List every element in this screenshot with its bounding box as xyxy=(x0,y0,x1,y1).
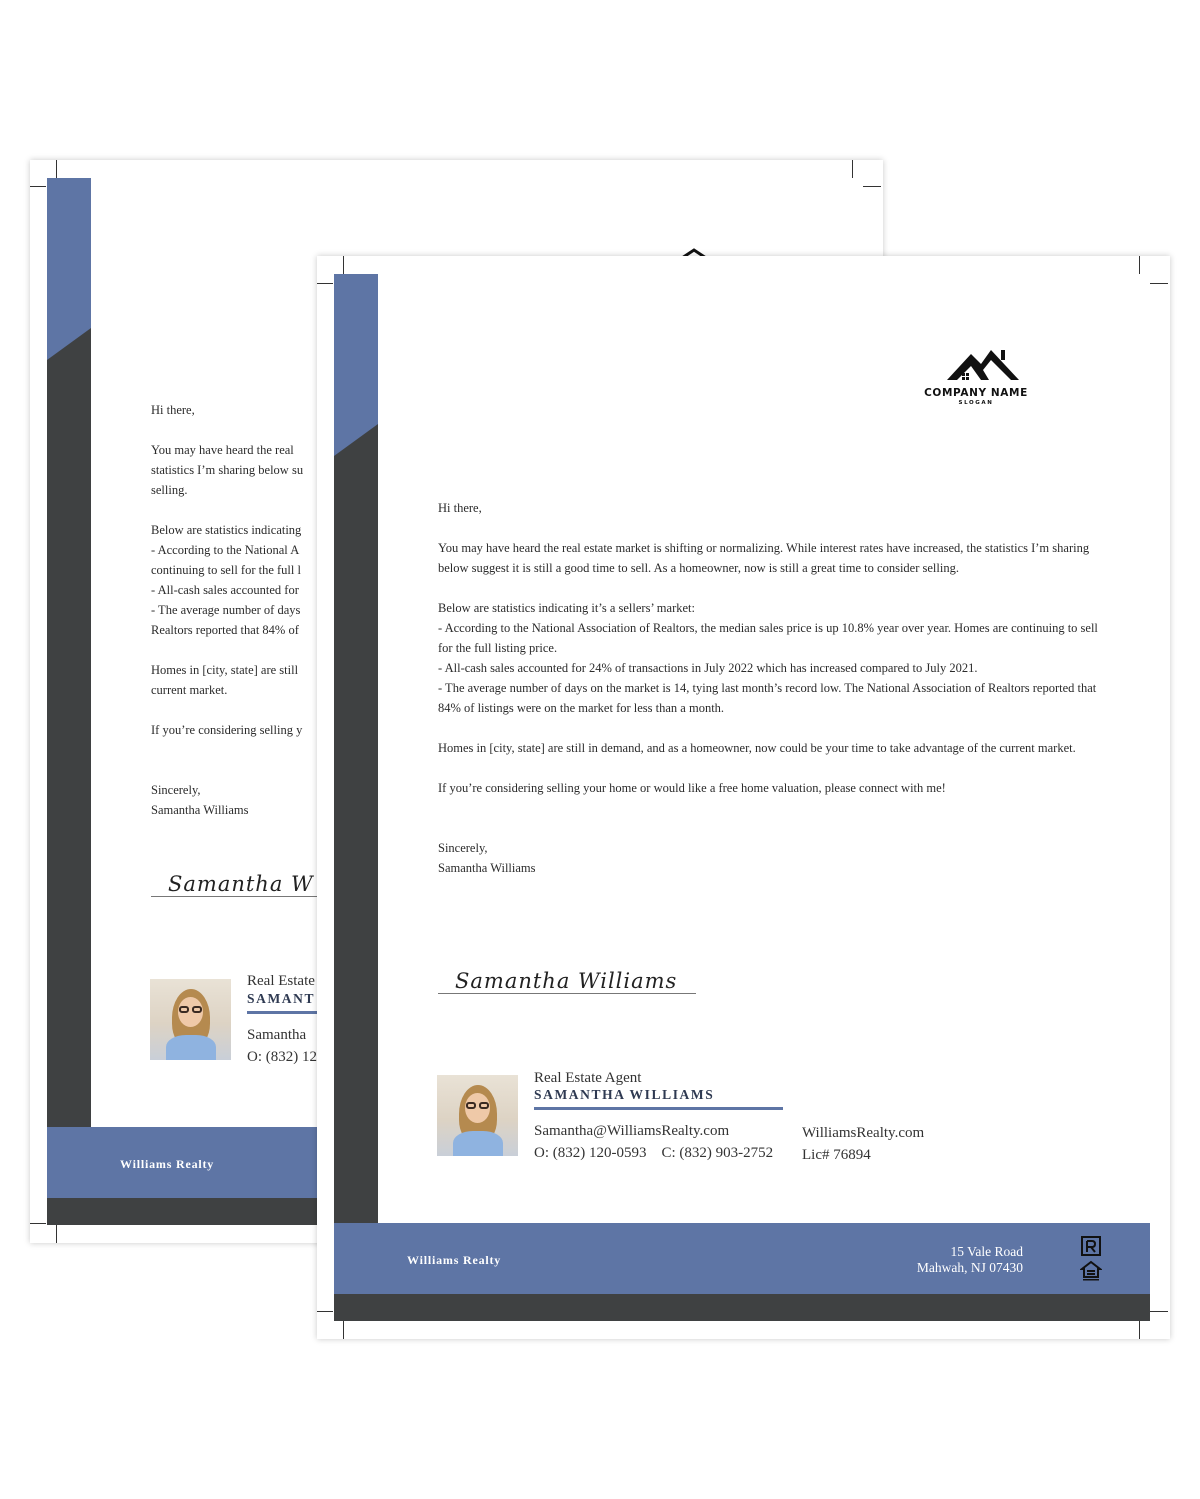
agent-email: Samantha xyxy=(247,1027,307,1043)
crop-mark xyxy=(863,186,881,187)
greeting: Hi there, xyxy=(438,501,482,515)
agent-photo xyxy=(437,1075,518,1156)
closing: Sincerely, xyxy=(151,783,201,797)
crop-mark xyxy=(30,186,46,187)
stat-line: - All-cash sales accounted for xyxy=(151,583,299,597)
demand-line: Homes in [city, state] are still xyxy=(151,663,299,677)
agent-title: Real Estate Agent xyxy=(534,1070,642,1086)
company-name: COMPANY NAME xyxy=(924,387,1028,399)
intro-line: You may have heard the real xyxy=(151,443,294,457)
agent-phones: O: (832) 120-0593 C: (832) 903-2752 xyxy=(534,1145,774,1161)
crop-mark xyxy=(343,256,344,274)
intro-line: selling. xyxy=(151,483,188,497)
demand-paragraph: Homes in [city, state] are still in demand, and as a homeowner, now could be your time to take advantage of the current market. xyxy=(438,741,1076,755)
agent-rule xyxy=(534,1107,783,1110)
agent-rule xyxy=(247,1011,317,1014)
crop-mark xyxy=(1139,1321,1140,1339)
stat-item: - According to the National Association of Realtors, the median sales price is up 10.8% year over year. Homes are continuing to sell for the full listing price. xyxy=(438,621,1098,655)
stat-line: - The average number of days xyxy=(151,603,301,617)
agent-contact xyxy=(247,1024,317,1068)
crop-mark xyxy=(1150,283,1168,284)
footer-band-dark xyxy=(334,1294,1150,1321)
call-to-action: If you’re considering selling y xyxy=(151,723,303,737)
agent-phones: O: (832) 12 xyxy=(247,1049,317,1065)
footer-badges xyxy=(1080,1236,1102,1282)
crop-mark xyxy=(1139,256,1140,274)
crop-mark xyxy=(852,160,853,178)
agent-name: SAMANT xyxy=(247,991,316,1006)
footer-brand-name: Williams Realty xyxy=(120,1157,215,1171)
agent-web-license xyxy=(802,1122,924,1166)
stats-heading: Below are statistics indicating it’s a sellers’ market: xyxy=(438,601,695,615)
greeting: Hi there, xyxy=(151,403,195,417)
demand-line: current market. xyxy=(151,683,228,697)
closing: Sincerely, xyxy=(438,841,488,855)
signature-line xyxy=(151,896,321,897)
crop-mark xyxy=(317,1311,333,1312)
signature: Samantha Williams xyxy=(455,969,678,993)
sender-name: Samantha Williams xyxy=(151,803,249,817)
stat-item: - The average number of days on the market is 14, tying last month’s record low. The National Association of Realtors reported that 84% of listings were on the market for less than a month. xyxy=(438,681,1097,715)
agent-website: WilliamsRealty.com xyxy=(802,1125,925,1141)
crop-mark xyxy=(317,283,333,284)
side-bar-blue xyxy=(47,178,91,360)
letterhead-page-front xyxy=(317,256,1170,1339)
crop-mark xyxy=(1150,1311,1168,1312)
address-line-2: Mahwah, NJ 07430 xyxy=(916,1260,1023,1275)
crop-mark xyxy=(30,1223,46,1224)
signature: Samantha W xyxy=(168,872,314,896)
agent-license: Lic# 76894 xyxy=(802,1147,871,1163)
stat-line: - According to the National A xyxy=(151,543,300,557)
intro-paragraph: You may have heard the real estate market is shifting or normalizing. While interest rates have increased, the statistics I’m sharing below suggest it is still a good time to sell. As a homeowner, now is still a great time to consider selling. xyxy=(438,541,1090,575)
realtor-r-icon xyxy=(1080,1236,1102,1258)
side-bar-blue xyxy=(334,274,378,456)
company-slogan: SLOGAN xyxy=(958,400,994,406)
address-line-1: 15 Vale Road xyxy=(950,1244,1023,1259)
intro-line: statistics I’m sharing below su xyxy=(151,463,304,477)
footer-brand-name: Williams Realty xyxy=(407,1253,502,1267)
crop-mark xyxy=(56,1223,57,1243)
call-to-action: If you’re considering selling your home or would like a free home valuation, please connect with me! xyxy=(438,781,946,795)
footer-address xyxy=(877,1244,1023,1276)
letter-body xyxy=(438,498,1098,878)
company-logo xyxy=(915,344,1037,406)
signature-line xyxy=(438,993,696,994)
agent-email: Samantha@WilliamsRealty.com xyxy=(534,1123,730,1139)
equal-housing-icon xyxy=(1080,1260,1102,1282)
stat-line: continuing to sell for the full l xyxy=(151,563,301,577)
agent-contact xyxy=(534,1120,773,1164)
stat-item: - All-cash sales accounted for 24% of transactions in July 2022 which has increased compared to July 2021. xyxy=(438,661,978,675)
sender-name: Samantha Williams xyxy=(438,861,536,875)
agent-name: SAMANTHA WILLIAMS xyxy=(534,1087,715,1102)
agent-title: Real Estate xyxy=(247,973,315,989)
house-roof-icon xyxy=(931,344,1021,382)
stat-line: Realtors reported that 84% of xyxy=(151,623,299,637)
stats-heading: Below are statistics indicating xyxy=(151,523,302,537)
agent-photo xyxy=(150,979,231,1060)
crop-mark xyxy=(343,1321,344,1339)
crop-mark xyxy=(56,160,57,178)
